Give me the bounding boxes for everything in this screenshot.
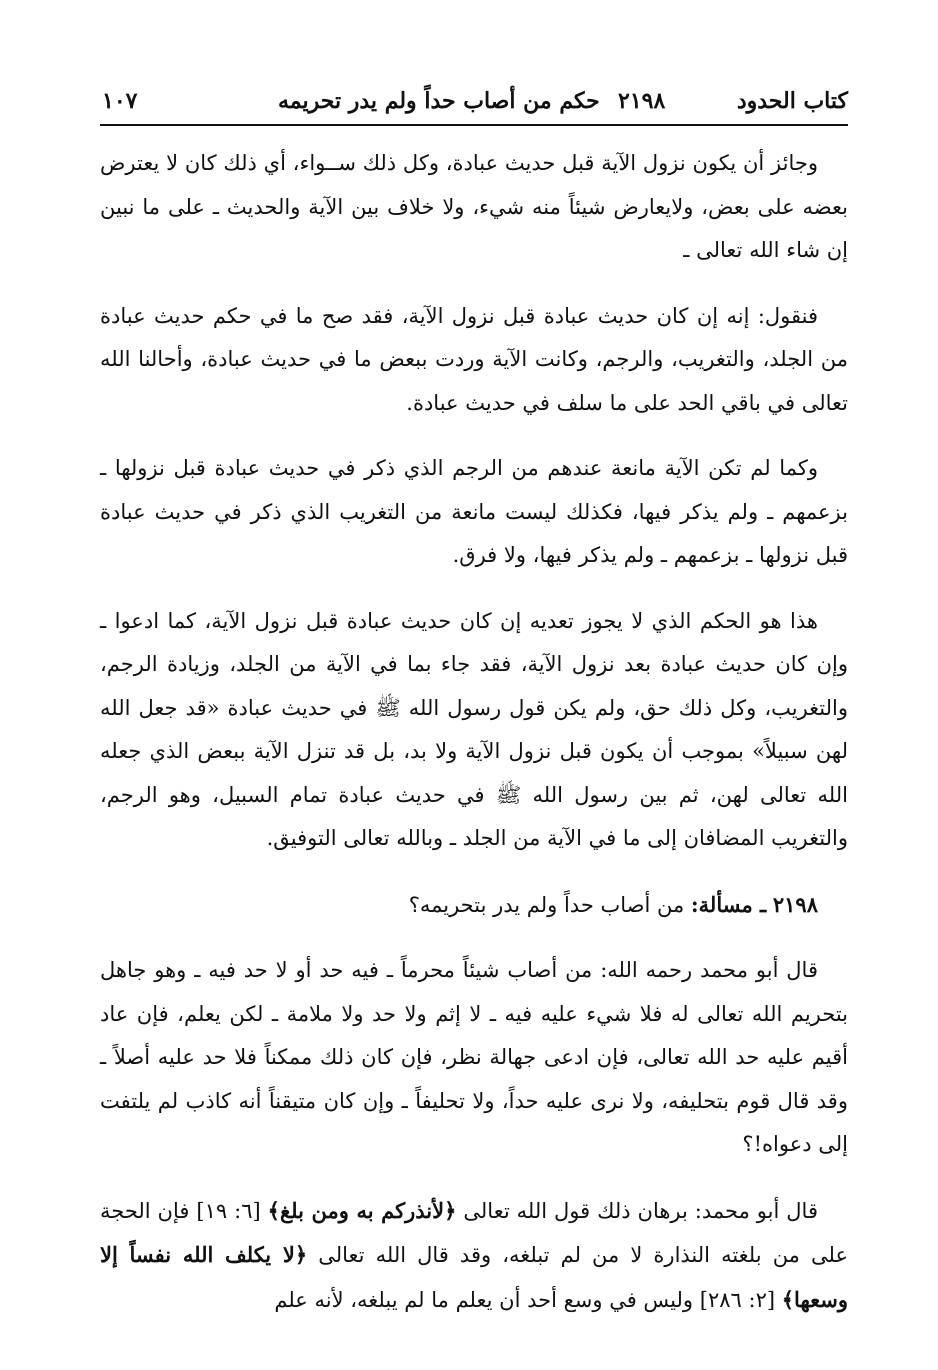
paragraph: وجائز أن يكون نزول الآية قبل حديث عبادة، وكل ذلك ســواء، أي ذلك كان لا يعترض بعضه على بعض، ولايعارض شيئاً منه شيء، ولا خلاف بين الآية والحديث ـ على ما نبين إن شاء الله تعالى ـ bbox=[100, 151, 848, 262]
paragraph: قال أبو محمد رحمه الله: من أصاب شيئاً محرماً ـ فيه حد أو لا حد فيه ـ وهو جاهل بتحريم الله تعالى له فلا شيء عليه فيه ـ لا إثم ولا حد ولا ملامة ـ لكن يعلم، فإن عاد أقيم عليه حد الله تعالى، فإن ادعى جهالة نظر، فإن كان ذلك ممكناً فلا حد عليه أصلاً ـ وقد قال قوم بتحليفه، ولا نرى عليه حداً، ولا تحليفاً ـ وإن كان متيقناً أنه كاذب لم يلتفت إلى دعواه!؟ bbox=[100, 958, 848, 1156]
paragraph: فنقول: إنه إن كان حديث عبادة قبل نزول الآية، فقد صح ما في حكم حديث عبادة من الجلد، والتغريب، والرجم، وكانت الآية وردت ببعض ما في حديث عبادة، وأحالنا الله تعالى في باقي الحد على ما سلف في حديث عبادة. bbox=[100, 303, 848, 415]
paragraph: هذا هو الحكم الذي لا يجوز تعديه إن كان حديث عبادة قبل نزول الآية، كما ادعوا ـ وإن كان حديث عبادة بعد نزول الآية، فقد جاء بما في الآية من الجلد، وزيادة الرجم، والتغريب، وكل ذلك حق، ولم يكن قول رسول الله ﷺ في حديث عبادة «قد جعل الله لهن سبيلاً» بموجب أن يكون قبل نزول الآية ولا بد، بل قد تنزل الآية ببعض الذي جعله الله تعالى لهن، ثم بين رسول الله ﷺ في حديث عبادة تمام السبيل، وهو الرجم، والتغريب المضافان إلى ما في الآية من الجلد ـ وبالله تعالى التوفيق. bbox=[100, 608, 848, 850]
verse-reference-2: [٢: ٢٨٦] bbox=[699, 1287, 776, 1312]
question-heading bbox=[100, 883, 848, 928]
question-label: ـ مسألة: bbox=[690, 891, 767, 917]
issue-number: ٢١٩٨ bbox=[618, 88, 666, 114]
book-title: كتاب الحدود bbox=[736, 88, 848, 114]
question-number: ٢١٩٨ bbox=[772, 891, 818, 917]
question-text: من أصاب حداً ولم يدر بتحريمه؟ bbox=[408, 892, 685, 917]
page-number: ١٠٧ bbox=[102, 88, 138, 114]
final-text-part2: فإن الحجة على من بلغته النذارة لا من لم تبلغه، وقد قال الله تعالى bbox=[100, 1198, 848, 1267]
running-header bbox=[100, 84, 848, 126]
issue-title: حكم من أصاب حداً ولم يدر تحريمه bbox=[278, 88, 600, 114]
quran-verse-1: ﴿لأنذركم به ومن بلغ﴾ bbox=[267, 1197, 457, 1223]
quran-verse-2: ﴿لا يكلف الله نفساً إلا وسعها﴾ bbox=[100, 1242, 848, 1312]
page-body bbox=[100, 142, 848, 1322]
final-paragraph bbox=[100, 1189, 848, 1323]
verse-reference-1: [٦: ١٩] bbox=[196, 1198, 261, 1223]
final-text-part1: قال أبو محمد: برهان ذلك قول الله تعالى bbox=[463, 1198, 818, 1223]
final-text-part3: وليس في وسع أحد أن يعلم ما لم يبلغه، لأنه علم bbox=[274, 1287, 694, 1312]
paragraph: وكما لم تكن الآية مانعة عندهم من الرجم الذي ذكر في حديث عبادة قبل نزولها ـ بزعمهم ـ ولم يذكر فيها، فكذلك ليست مانعة من التغريب الذي ذكر في حديث عبادة قبل نزولها ـ بزعمهم ـ ولم يذكر فيها، ولا فرق. bbox=[100, 456, 848, 567]
